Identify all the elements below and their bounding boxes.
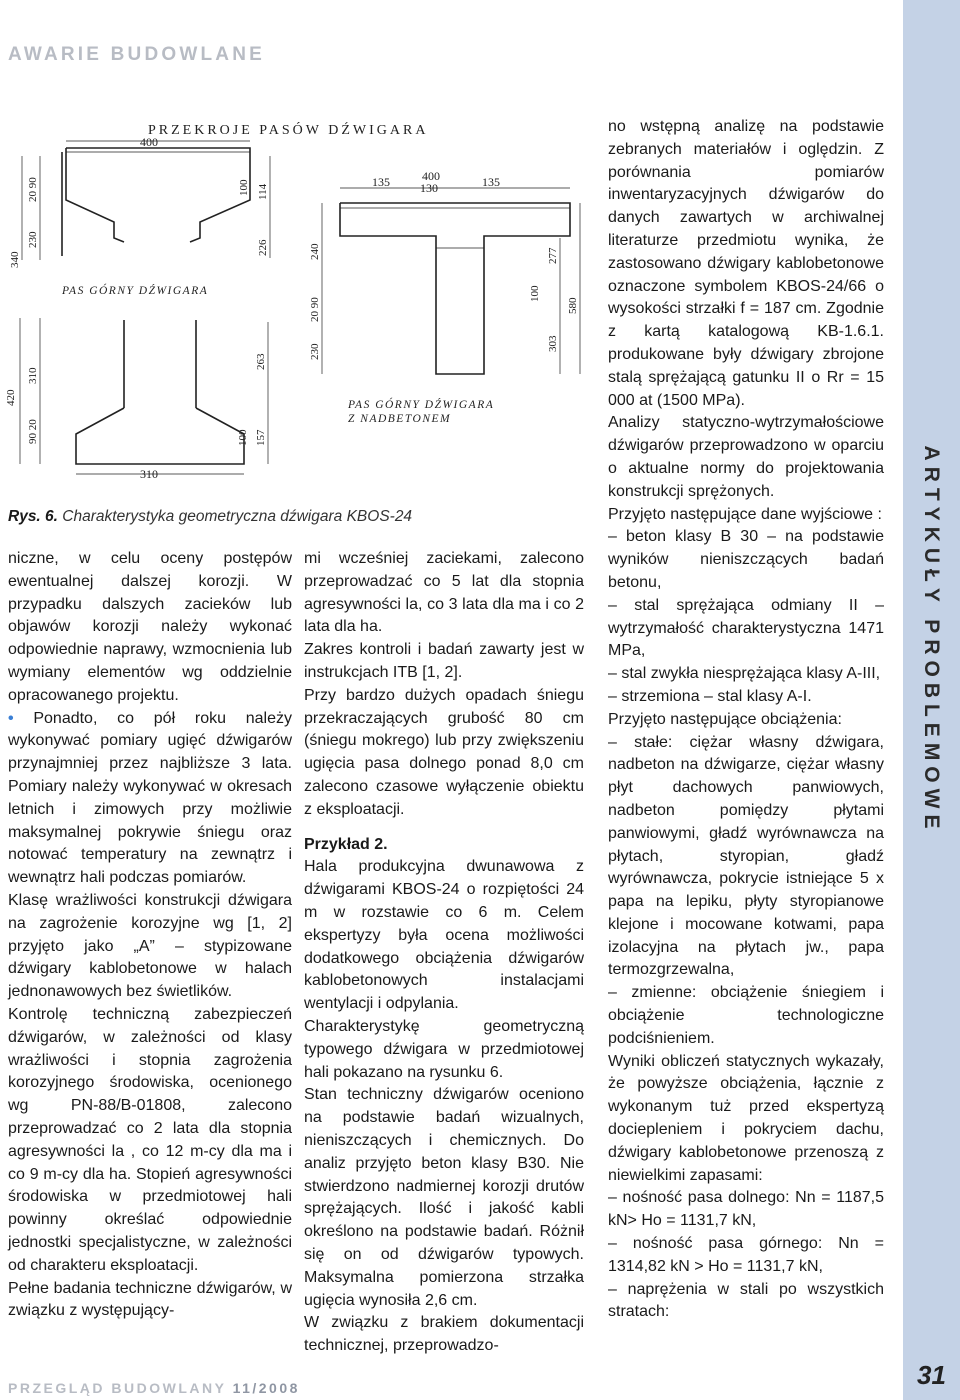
paragraph: • Ponadto, co pół roku należy wykonywać pomiary ugięć dźwigarów przynajmniej przez najbliższe 3 lata. Pomiary należy wykonywać w okresach letnich i zimowych przy możliwie maksymalnej pokrywie śniegu oraz notować temperatury na zewnątrz i wewnątrz hali podczas pomiarów.: [8, 709, 292, 887]
paragraph: W związku z brakiem dokumentacji technicznej, przeprowadzo-: [304, 1314, 584, 1355]
dim-135-left: 135: [372, 175, 390, 189]
paragraph: no wstępną analizę na podstawie zebranych materiałów i oględzin. Z porównania pomiarów inwentaryzacyjnych dźwigarów do danych zawartych w archiwalnej literaturze przedmiotu wynika, że zastosowano dźwigary kablobetonowe oznaczone symbolem KBOS-24/66 o wysokości strzałki f = 187 cm. Zgodnie z kartą katalogową KB-1.6.1. produkowane były dźwigary zbrojone stalą sprężającą gatunku II o Rr = 15 000 at (1500 MPa).: [608, 118, 884, 409]
paragraph: Stan techniczny dźwigarów oceniono na podstawie badań wizualnych, nieniszczących i chemicznych. Do analiz przyjęto beton klasy B30. Nie stwierdzono nadmiernej korozji drutów sprężających. Ilość i jakość kabli określono na podstawie badań. Różnił się on od dźwigarów typowych. Maksymalna pomierzona strzałka ugięcia wynosiła 2,6 cm.: [304, 1086, 584, 1309]
footer-journal: PRZEGLĄD BUDOWLANY: [8, 1380, 227, 1396]
dim-130: 130: [420, 181, 438, 195]
dim-420: 420: [5, 389, 17, 406]
paragraph: Analizy statyczno-wytrzymałościowe dźwigarów przeprowadzono w oparciu o aktualne normy do projektowania konstrukcji sprężonych.: [608, 414, 884, 500]
text-column-3: [608, 116, 884, 1324]
cross-section-figure: [0, 108, 598, 500]
paragraph: Kontrolę techniczną zabezpieczeń dźwigarów, w zależności od klasy wrażliwości i stopnia zagrożenia korozyjnego środowiska, ocenionego wg PN-88/B-01808, zalecono przeprowadzać co 2 lata dla stopnia agresywności la , co 12 m-cy dla ma i co 9 m-cy dla ha. Stopień agresywności środowiska w przedmiotowej hali powinny określać odpowiednie jednostki specjalistyczne, w zależności od charakteru eksploatacji.: [8, 1005, 292, 1274]
dim-230-right: 230: [309, 343, 321, 360]
label-flange-with-topping-1: PAS GÓRNY DŹWIGARA: [348, 399, 495, 411]
dim-157: 157: [255, 429, 267, 446]
paragraph: Przyjęto następujące obciążenia:: [608, 710, 842, 728]
caption-label: Rys. 6.: [8, 508, 58, 525]
dim-230: 230: [27, 231, 39, 248]
list-item: – strzemiona – stal klasy A-I.: [608, 687, 812, 705]
dim-240: 240: [309, 243, 321, 260]
dim-310-bottom: 310: [140, 467, 158, 481]
list-item: – stal zwykła niesprężająca klasy A-III,: [608, 665, 881, 683]
dim-226: 226: [257, 239, 269, 256]
section-lower-flange: [76, 320, 244, 464]
caption-text: Charakterystyka geometryczna dźwigara KBOS-24: [62, 508, 413, 525]
page-number: 31: [917, 1360, 946, 1390]
label-flange-with-topping-2: Z NADBETONEM: [348, 413, 452, 425]
dim-580: 580: [567, 297, 579, 314]
dim-9020: 90 20: [27, 419, 39, 444]
list-item: – zmienne: obciążenie śniegiem i obciążenie technologiczne podciśnieniem.: [608, 984, 884, 1047]
dim-2090-right: 20 90: [309, 297, 321, 322]
list-item: – naprężenia w stali po wszystkich stratach:: [608, 1280, 884, 1321]
paragraph: mi wcześniej zaciekami, zalecono przeprowadzać co 5 lat dla stopnia agresywności la, co 3 lata dla ma i co 2 lata dla ha.: [304, 550, 584, 636]
figure-title: PRZEKROJE PASÓW DŹWIGARA: [148, 123, 429, 138]
section-upper-flange: [62, 148, 250, 256]
dim-277: 277: [547, 247, 559, 264]
figure-caption: [8, 508, 412, 526]
dim-400: 400: [140, 135, 158, 149]
dim-263: 263: [255, 353, 267, 370]
section-header: AWARIE BUDOWLANE: [8, 44, 266, 65]
dim-100-right: 100: [529, 285, 541, 302]
label-upper-flange: PAS GÓRNY DŹWIGARA: [62, 285, 209, 297]
text-column-2: [304, 548, 584, 1358]
paragraph: Hala produkcyjna dwunawowa z dźwigarami KBOS-24 o rozpiętości 24 m w rozstawie co 6 m. Celem ekspertyzy była ocena możliwości dodatkowego obciążenia dźwigarów kablobetonowych instalacjami wentylacji i odpylania.: [304, 858, 584, 1013]
dim-400-top: 400: [422, 169, 440, 183]
list-item: – nośność pasa górnego: Nn = 1314,82 kN > Ho = 1131,7 kN,: [608, 1235, 884, 1275]
bullet-icon: •: [8, 709, 34, 727]
dim-135-right: 135: [482, 175, 500, 189]
list-item: – stałe: ciężar własny dźwigara, nadbeton na dźwigarze, ciężar własny płyt dachowych panwiowych, nadbeton pomiędzy płytami panwiowymi, gładź wyrównawcza na płytach, styropian, gładź wyrównawcza, pokrycie istniejące 5 x papa na lepiku, płyty styropianowe klejone i mocowane kotwami, papa izolacyjna na płytach jw., papa termozgrzewalna,: [608, 733, 884, 979]
list-item: – stal sprężająca odmiany II – wytrzymałość charakterystyczna 1471 MPa,: [608, 596, 884, 660]
dim-2090: 20 90: [27, 177, 39, 202]
list-item: – beton klasy B 30 – na podstawie wyników nieniszczących badań betonu,: [608, 528, 884, 591]
paragraph: Klasę wrażliwości konstrukcji dźwigara na zagrożenie korozyjne wg [1, 2] przyjęto jako „A” – stypizowane dźwigary kablobetonowe w halach jednonawowych bez świetlików.: [8, 891, 292, 1001]
dim-340: 340: [9, 251, 21, 268]
footer-issue: 11/2008: [232, 1380, 300, 1396]
paragraph: Wyniki obliczeń statycznych wykazały, że powyższe obciążenia, łącznie z wykonanym tuż przed ekspertyzą dociepleniem i pokryciem dachu, dźwigary kablobetonowe przenoszą z niewielkimi zapasami:: [608, 1052, 884, 1184]
dim-114: 114: [257, 183, 269, 200]
paragraph: Przy bardzo dużych opadach śniegu przekraczających grubość 80 cm (śniegu mokrego) lub przy zwiększeniu ugięcia pasa dolnego ponad 8,0 cm zalecono czasowe wyłączenie obiektu z eksploatacji.: [304, 686, 584, 818]
dim-100-lower: 100: [237, 429, 249, 446]
text-column-1: [8, 548, 292, 1323]
paragraph: Pełne badania techniczne dźwigarów, w związku z występujący-: [8, 1279, 292, 1320]
paragraph: Przyjęto następujące dane wyjściowe :: [608, 505, 882, 523]
example-heading: Przykład 2.: [304, 835, 388, 853]
paragraph: niczne, w celu oceny postępów ewentualnej dalszej korozji. W przypadku dalszych zacieków lub objawów korozji należy wykonać odpowiednie naprawy, wzmocnienia lub wymiany elementów wg oddzielnie opracowanego projektu.: [8, 550, 292, 704]
paragraph: Zakres kontroli i badań zawarty jest w instrukcjach ITB [1, 2].: [304, 641, 584, 681]
paragraph: Charakterystykę geometryczną typowego dźwigara w przedmiotowej hali pokazano na rysunku 6.: [304, 1017, 584, 1081]
side-category-label: ARTYKUŁY PROBLEMOWE: [920, 445, 943, 835]
dim-100: 100: [238, 179, 250, 196]
footer: [8, 1380, 300, 1396]
list-item: – nośność pasa dolnego: Nn = 1187,5 kN> Ho = 1131,7 kN,: [608, 1189, 884, 1230]
dim-303: 303: [547, 335, 559, 352]
dim-310: 310: [27, 367, 39, 384]
